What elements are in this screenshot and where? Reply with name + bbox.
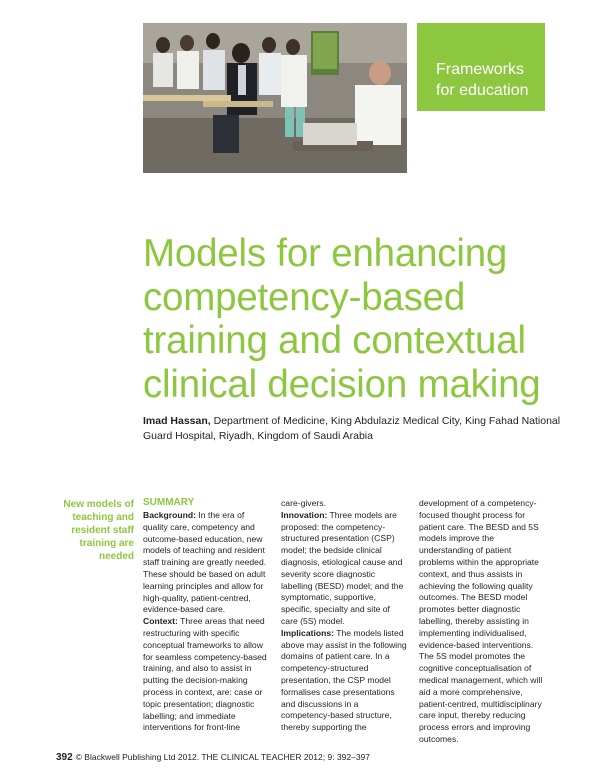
innovation-text-word: model; [281,545,307,556]
implications-text-word: assisting [483,615,520,626]
implications-text-word: The [458,592,476,603]
implications-text-word: better [454,604,480,615]
innovation-text-word: of [380,604,390,615]
innovation-text-word: site [364,604,381,615]
context-text-word: immediate [193,710,236,721]
implications-text-word: a [477,498,485,508]
innovation-text-word: model; [344,580,373,591]
innovation-text-word: and [372,580,389,591]
context-text-word: topic [143,698,162,709]
innovation-text-word: Three [327,509,352,520]
implications-text-word: competency-based [281,710,354,721]
background-text-word: education, [202,533,245,544]
implications-text-word: will [527,674,543,685]
background-text-word: evidence-based [143,604,204,615]
context-text-word: are: [214,686,232,697]
context-text-word: to [208,663,219,674]
innovation-text-word: cause [360,556,386,567]
implications-text-word: the [479,533,494,544]
innovation-text-word: competency-structured [281,521,386,544]
implications-text-word: structure, [353,710,392,721]
innovation-text-word: (BESD) [312,580,345,591]
summary-column-1 [143,497,271,734]
context-text-word: front-line [204,722,240,733]
implications-text-word: presentation, [281,674,331,685]
innovation-text-word: diagnosis, [281,556,320,567]
implications-text-word: model [501,592,528,603]
context-text-word: areas [202,616,227,627]
author-name: Imad Hassan, [143,415,211,427]
context-text-word: with [190,627,209,638]
implications-text-word: individualised, [470,627,527,638]
context-paragraph [143,616,271,734]
background-text-word: era [219,510,235,520]
implications-text-word: 5S [525,521,539,532]
implications-text-word: the [478,556,494,567]
context-text-word: process [143,686,174,697]
innovation-text-word: diagnostic [334,568,376,579]
implications-text-word: and [281,698,296,709]
context-text-word: frameworks [184,639,232,650]
implications-text-word: understanding [419,545,474,556]
summary-heading: SUMMARY [143,497,195,508]
innovation-text-word: are [382,509,397,520]
context-text-word: seamless [153,651,192,662]
context-text-word: care-givers. [281,498,326,508]
implications-text-word: assist [323,639,348,650]
implications-text-word: BESD [475,592,502,603]
implications-text-word: a [430,686,438,697]
innovation-text-word: etiological [319,556,361,567]
context-text-word: case [231,686,253,697]
innovation-text-word: models [352,509,383,520]
implications-text-word: medical [419,674,449,685]
implications-text-word: of [521,663,532,674]
implications-text-word: more [437,686,460,697]
implications-text-word: and [509,521,526,532]
implications-text-word: achieving [419,580,456,591]
implications-text-word: the [330,674,346,685]
innovation-text-word: proposed: [281,521,320,532]
context-text-word: for [143,651,154,662]
implications-text-word: improve [446,533,480,544]
section-label [436,59,529,101]
background-label: Background: [143,510,196,520]
implications-text-word: the [510,651,526,662]
context-text-word: that [226,616,244,627]
background-text-word: greatly [204,557,233,568]
implications-text-word: patient [419,521,445,532]
implications-paragraph [281,628,409,734]
implications-text-word: implementing [419,627,471,638]
implications-text-word: thought [449,509,481,520]
implications-text-word: thus [465,568,485,579]
background-text-word: the [205,510,220,520]
context-text-word: diagnostic [213,698,255,709]
implications-text-word: the [352,722,367,733]
implications-text-word: The [334,627,352,638]
implications-text-word: process [419,722,450,733]
background-text-word: training [159,557,190,568]
implications-text-word: following [469,580,506,591]
implications-text-word: promotes [472,651,511,662]
implications-text-word: thereby [459,710,491,721]
context-text-word: allow [240,639,263,650]
background-text-word: based [206,568,233,579]
background-text-word: new [244,533,263,544]
implications-text-word: promotes [419,604,455,615]
context-text-word: training, [143,663,174,674]
context-text-word: assist [218,663,243,674]
context-text-word: restructuring [143,627,191,638]
page-footer [56,752,370,763]
implications-text-word: in [519,615,529,626]
innovation-text-word: severity [281,568,311,579]
implications-text-word: of [313,651,324,662]
background-text-word: resident [231,545,265,556]
implications-text-word: presentations [340,686,395,697]
background-text-word: allow [229,580,251,591]
innovation-text-word: score [310,568,335,579]
implications-text-word: thereby [452,615,484,626]
implications-text-word: and [473,722,491,733]
context-text-word: in [173,686,183,697]
background-text-word: learning [143,580,174,591]
background-text-word: needed. [232,557,267,568]
context-text-word: Three [177,616,203,627]
background-paragraph [143,510,271,616]
implications-label: Implications: [281,627,335,638]
innovation-text-word: the [306,545,322,556]
implications-text-word: multidisciplinary [478,698,542,709]
implications-text-word: In [372,651,383,662]
implications-text-word: conceptualisation [452,663,522,674]
innovation-text-word: specialty [312,604,348,615]
implications-text-word: competency-structured [281,663,369,674]
innovation-text-word: clinical [353,545,382,556]
implications-text-word: outcomes. [419,733,459,744]
implications-text-word: a [382,651,390,662]
background-text-word: on [232,568,245,579]
innovation-text-word: bedside [321,545,354,556]
implications-text-word: The [466,521,484,532]
implications-text-word: and [449,568,466,579]
summary-column-2 [281,498,409,734]
implications-text-word: BESD [483,521,510,532]
context-text-word: decision-making [183,675,248,686]
implications-text-word: management, [448,674,504,685]
innovation-text-word: specific, [281,604,313,615]
context-text-word: to [231,639,241,650]
innovation-text-word: (5S) [297,615,317,626]
context-text-word: specific [208,627,240,638]
implications-text-word: 5S [433,651,447,662]
implications-text-word: cognitive [419,663,453,674]
implications-text-word: for [512,509,526,520]
implications-text-word: above [281,639,305,650]
implications-text-word: evidence-based [419,639,480,650]
implications-text-word: the [455,580,470,591]
implications-text-word: care. [351,651,373,662]
implications-text-word: patient [483,545,512,556]
implications-text-word: appropriate [493,556,539,567]
implications-text-word: labelling, [419,615,453,626]
innovation-text-word: symptomatic, [281,592,332,603]
background-text-word: These [143,568,167,579]
background-text-word: high-quality, [143,592,189,603]
context-text-word: context, [182,686,215,697]
implications-text-word: a [351,698,359,709]
author-line [143,414,563,444]
background-text-word: care. [203,604,226,615]
context-label: Context: [143,616,178,627]
background-text-word: staff [143,557,160,568]
footer-citation: © Blackwell Publishing Ltd 2012. THE CLINICAL TEACHER 2012; 9: 392–397 [75,752,371,762]
author-affiliation: Department of Medicine, King Abdulaziz Medical City, King Fahad National Guard Hospital, Riyadh, Kingdom of Saudi Arabia [143,415,561,442]
page-number: 392 [56,752,73,763]
implications-text-word: in [347,639,357,650]
implications-text-word: problems [419,556,455,567]
context-text-word: conceptual [143,639,185,650]
innovation-text-word: the [319,521,334,532]
context-text-word: or [252,686,263,697]
context-text-word: need [243,616,265,627]
background-text-word: quality [143,521,168,532]
background-text-word: of [234,510,245,520]
innovation-text-word: labelling [281,580,313,591]
implications-text-word: in [342,698,352,709]
background-text-word: and [212,580,230,591]
innovation-text-word: supportive, [331,592,377,603]
innovation-text-word: and [347,604,365,615]
innovation-text-word: care [281,615,298,626]
background-text-word: models [143,545,171,556]
implications-text-word: reducing [490,710,526,721]
background-text-word: should [166,568,195,579]
section-label-line2: for education [436,82,529,99]
context-text-word: competency-based [191,651,267,662]
implications-text-word: assists [484,568,514,579]
implications-text-word: care. [444,521,467,532]
implications-text-word: following [370,639,407,650]
context-text-word: and [173,663,191,674]
implications-text-word: which [503,674,528,685]
innovation-paragraph [281,510,409,628]
implications-text-word: models [419,533,447,544]
implications-text-word: input, [435,710,460,721]
implications-text-word: patient-centred, [419,698,479,709]
implications-text-word: thereby [281,722,310,733]
context-text-word: putting [143,675,169,686]
implications-text-word: interventions. [479,639,534,650]
classroom-photo [143,23,407,173]
implications-text-word: of [473,545,484,556]
background-text-word: outcome-based [143,533,203,544]
implications-text-word: domains [281,651,314,662]
implications-text-word: in [513,568,523,579]
implications-text-word: outcomes. [419,592,459,603]
background-text-word: care, [167,521,190,532]
implications-text-word: development [419,498,469,508]
implications-text-word: listed [381,627,404,638]
context-paragraph-continued [281,498,409,510]
innovation-text-word: the [388,580,404,591]
context-text-word: presentation; [161,698,214,709]
pull-quote: New models of teaching and resident staff training are needed [63,499,134,562]
implications-text-word: patient [323,651,352,662]
implications-text-word: supporting [309,722,353,733]
implications-text-word: comprehensive, [459,686,523,697]
implications-text-word: case [320,686,341,697]
implications-text-word: context, [419,568,450,579]
implications-text-word: CSP [345,674,365,685]
implications-text-word: of [468,498,478,508]
classroom-photo-illustration [143,23,407,173]
background-text-word: be [194,568,207,579]
implications-paragraph-continued [419,498,547,746]
background-text-word: for [251,580,264,591]
background-text-word: teaching [180,545,216,556]
implications-text-word: model [364,674,391,685]
innovation-label: Innovation: [281,509,328,520]
background-text-word: In [196,510,206,520]
implications-text-word: formalises [281,686,321,697]
article-title: Models for enhancing competency-based training and contextual clinical decision making [143,232,541,406]
background-text-word: are [189,557,205,568]
background-text-word: competency [189,521,239,532]
implications-text-word: discussions [295,698,343,709]
background-text-word: adult [244,568,266,579]
summary-column-3 [419,498,547,746]
background-text-word: and [238,521,255,532]
implications-text-word: The [419,651,434,662]
background-text-word: principles [173,580,213,591]
innovation-text-word: and [385,556,403,567]
implications-text-word: aid [419,686,431,697]
implications-text-word: may [304,639,324,650]
implications-text-word: errors [449,722,474,733]
innovation-text-word: presentation [319,533,369,544]
context-text-word: interventions [143,722,192,733]
implications-text-word: quality [505,580,533,591]
context-text-word: labelling; [143,710,177,721]
implications-text-word: the [356,639,371,650]
background-text-word: patient-centred, [188,592,251,603]
implications-text-word: competency-focused [419,498,537,520]
context-text-word: in [242,663,252,674]
innovation-text-word: model. [316,615,345,626]
implications-text-word: care [419,710,436,721]
context-text-word: also [190,663,209,674]
implications-text-word: diagnostic [479,604,521,615]
section-label-box [417,23,545,111]
implications-text-word: model [446,651,473,662]
context-text-word: for [191,722,205,733]
implications-text-word: process [480,509,513,520]
context-text-word: and [176,710,194,721]
background-text-word: of [170,545,181,556]
context-text-word: the [168,675,184,686]
implications-text-word: improving [490,722,531,733]
background-text-word: and [215,545,232,556]
implications-text-word: within [454,556,479,567]
section-label-line1: Frameworks [436,61,525,78]
implications-text-word: models [351,627,382,638]
innovation-text-word: (CSP) [368,533,395,544]
